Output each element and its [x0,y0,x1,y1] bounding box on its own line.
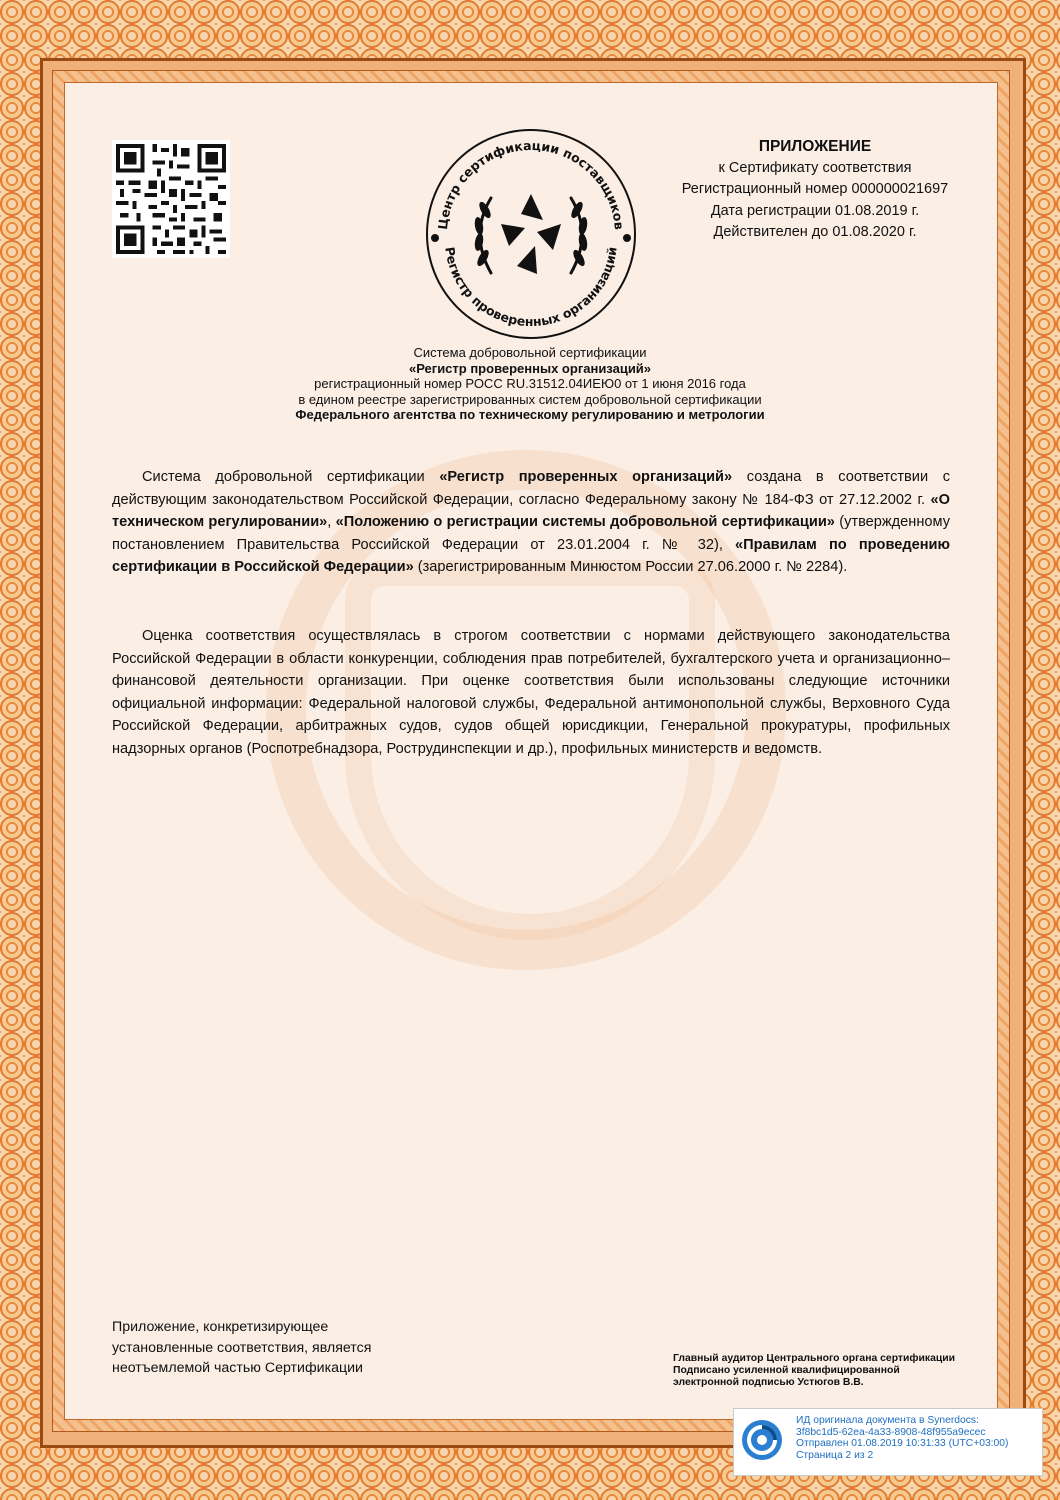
system-name: «Регистр проверенных организаций» [408,360,652,376]
valid-until: Действителен до 01.08.2020 г. [713,224,917,240]
registration-date: Дата регистрации 01.08.2019 г. [710,202,920,219]
system-header [200,345,860,423]
appendix-header [660,136,970,244]
registration-number: Регистрационный номер 000000021697 [681,181,949,197]
synerdocs-stamp [733,1408,1043,1476]
certification-seal [425,128,637,340]
system-reg-number: регистрационный номер РОСС RU.31512.04ИЕЮ0 от 1 июня 2016 года [314,376,746,391]
synerdocs-sent: Отправлен 01.08.2019 10:31:33 (UTC+03:00) [796,1438,1009,1450]
appendix-title: ПРИЛОЖЕНИЕ [758,138,872,155]
paragraph-legal-basis: Система добровольной сертификации «Регистр проверенных организаций» создана в соответствии с действующим законодательством Российской Федерации, согласно Федеральному закону № 184-ФЗ от 27.12.2002 г. «О техническом регулировании», «Положению о регистрации системы добровольной сертификации» (утвержденному постановлением Правительства Российской Федерации от 23.01.2004 г. № 32), «Правилам по проведению сертификации в Российской Федерации» (зарегистрированным Минюстом России 27.06.2000 г. № 2284). [112,469,951,576]
auditor-signature: Главный аудитор Центрального органа сертификации Подписано усиленной квалифицированной электронной подписью Устюгов В.В. [673,1353,956,1389]
seal-bottom-text: Регистр проверенных организаций [442,245,620,330]
synerdocs-id-label: ИД оригинала документа в Synerdocs: [796,1415,979,1426]
synerdocs-id: 3f8bc1d5-62ea-4a33-8908-48f955a9ecec [796,1426,986,1438]
seal-top-text: Центр сертификации поставщиков [434,137,627,231]
synerdocs-page: Страница 2 из 2 [796,1449,874,1461]
system-line: Система добровольной сертификации [413,345,647,360]
appendix-line: к Сертификату соответствия [718,159,912,176]
agency-name: Федерального агентства по техническому регулированию и метрологии [295,407,765,422]
synerdocs-logo-icon [740,1418,784,1462]
paragraph-assessment: Оценка соответствия осуществлялась в строгом соответствии с нормами действующего законодательства Российской Федерации в области конкуренции, соблюдения прав потребителей, бухгалтерского учета и организационно–финансовой деятельности организации. При оценке соответствия были использованы следующие источники официальной информации: Федеральной налоговой службы, Федеральной антимонопольной службы, Верховного Суда Российской Федерации, арбитражных судов, судов общей юрисдикции, Генеральной прокуратуры, профильных надзорных органов (Роспотребнадзора, Рострудинспекции и др.), профильных министерств и ведомств. [112,628,950,757]
footer-note: Приложение, конкретизирующее установленные соответствия, является неотъемлемой частью Сертификации [112,1319,372,1376]
qr-code [112,140,230,258]
system-registry: в едином реестре зарегистрированных систем добровольной сертификации [298,391,762,407]
